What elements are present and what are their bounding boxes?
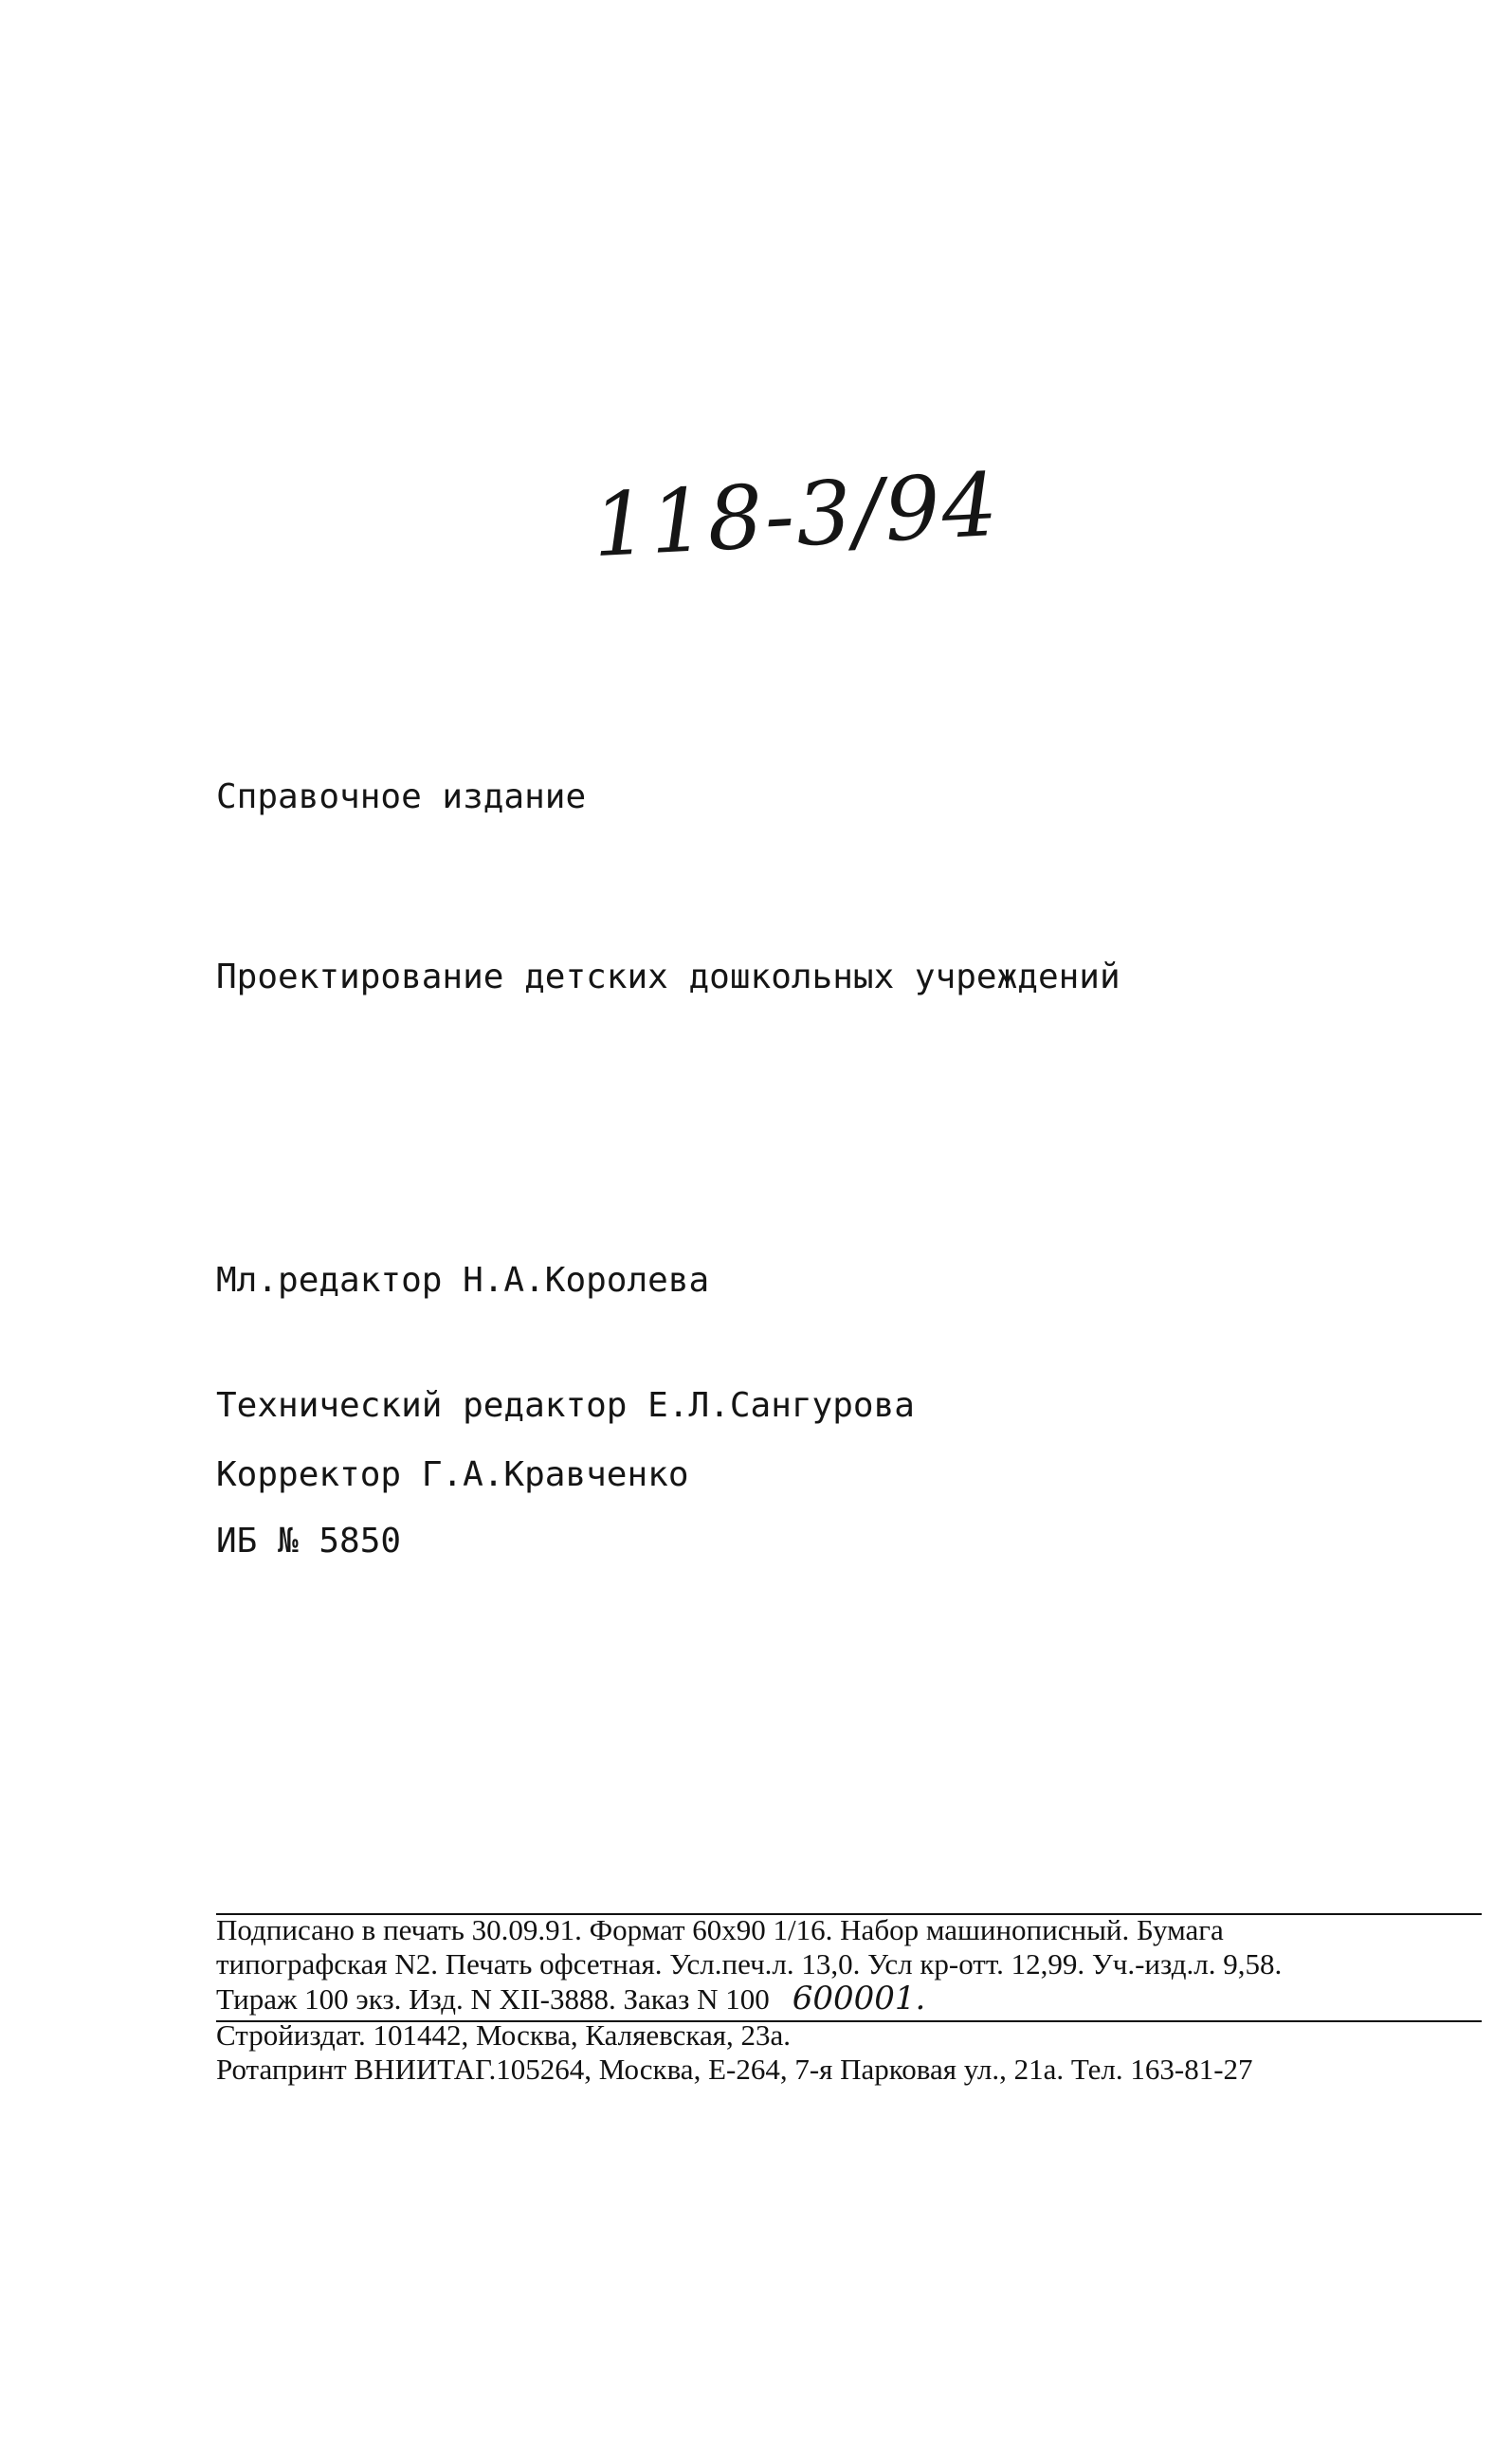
technical-editor-credit: Технический редактор Е.Л.Сангурова (216, 1386, 915, 1425)
ib-number: ИБ № 5850 (216, 1522, 402, 1561)
publication-type: Справочное издание (216, 777, 587, 816)
imprint-line-paper-print: типографская N2. Печать офсетная. Усл.печ.л. 13,0. Усл кр-отт. 12,99. Уч.-изд.л. 9,58. (216, 1947, 1283, 1981)
imprint-print-details (216, 1913, 1486, 2017)
corrector-credit: Корректор Г.А.Кравченко (216, 1455, 689, 1494)
document-title: Проектирование детских дошкольных учреждений (216, 958, 1120, 996)
printer-address: Ротапринт ВНИИТАГ.105264, Москва, Е-264, 7-я Парковая ул., 21а. Тел. 163-81-27 (216, 2053, 1253, 2086)
junior-editor-credit: Мл.редактор Н.А.Королева (216, 1261, 710, 1300)
imprint-line-circulation (216, 1981, 1486, 2017)
publisher-address: Стройиздат. 101442, Москва, Каляевская, 23а. (216, 2018, 791, 2052)
handwritten-order-note: 600001. (792, 1980, 926, 2017)
imprint-publisher-details (216, 2018, 1486, 2087)
imprint-line-signing-format: Подписано в печать 30.09.91. Формат 60х90 1/16. Набор машинописный. Бумага (216, 1913, 1224, 1946)
imprint-circulation-text: Тираж 100 экз. Изд. N XII-3888. Заказ N 100 (216, 1982, 770, 2016)
handwritten-document-code: 118-3/94 (590, 453, 1002, 577)
